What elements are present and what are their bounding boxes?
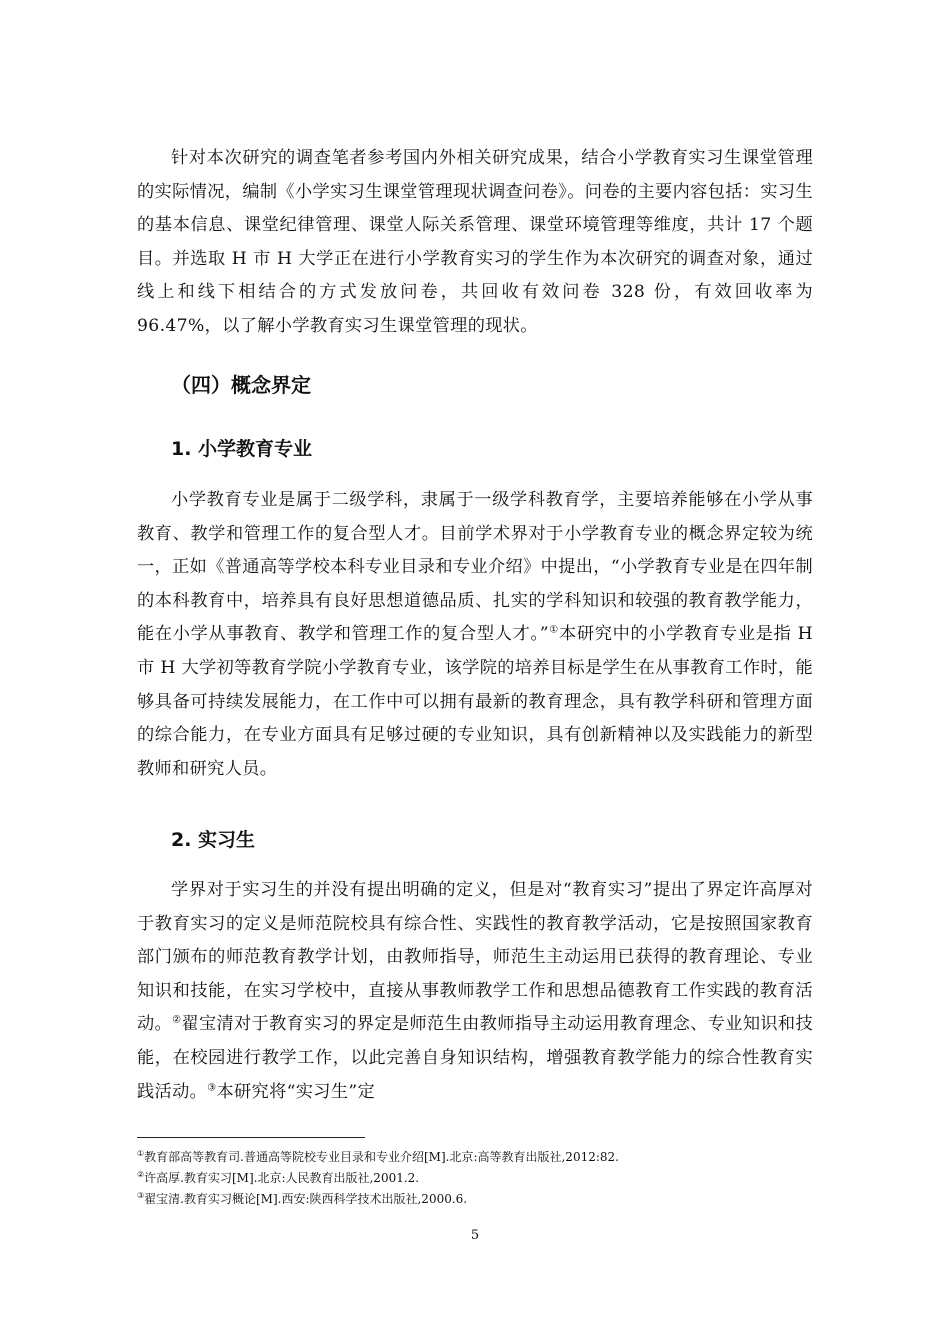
footnote-marker-1: ① [548,624,559,636]
subheading-text: 1. 小学教育专业 [171,438,313,460]
paragraph-text-part: 学界对于实习生的并没有提出明确的定义，但是对“教育实习”提出了界定许高厚对于教育实习的定义是师范院校具有综合性、实践性的教育教学活动，它是按照国家教育部门颁布的师范教育教学计划，由教师指导，师范生主动运用已获得的教育理论、专业知识和技能，在实习学校中，直接从事教师教学工作和思想品德教育工作实践的教育活动。 [137,880,813,1035]
paragraph-intern-definition [137,874,813,1109]
section-heading-concept-definition [137,370,813,400]
footnote-marker-2: ② [172,1014,182,1026]
footnote-text: 许高厚.教育实习[M].北京:人民教育出版社,2001.2. [144,1171,420,1185]
footnote-mark: ② [137,1170,145,1179]
footnote-marker-3: ③ [207,1081,217,1093]
footnote-mark: ③ [137,1191,145,1200]
section-heading-text: （四）概念界定 [171,373,311,397]
footnote-mark: ① [137,1149,145,1158]
paragraph-text-part: 本研究中的小学教育专业是指 H 市 H 大学初等教育学院小学教育专业，该学院的培养目标是学生在从事教育工作时，能够具备可持续发展能力，在工作中可以拥有最新的教育理念，具有教学科研和管理方面的综合能力，在专业方面具有足够过硬的专业知识，具有创新精神以及实践能力的新型教师和研究人员。 [137,624,813,779]
paragraph-text-part: 本研究将“实习生”定 [216,1081,376,1102]
paragraph-text-part: 翟宝清对于教育实习的界定是师范生由教师指导主动运用教育理念、专业知识和技能，在校园进行教学工作，以此完善自身知识结构，增强教育教学能力的综合性教育实践活动。 [137,1014,813,1102]
footnote-2 [137,1168,813,1189]
footnote-separator [137,1137,365,1138]
footnote-3 [137,1189,813,1210]
page-number: 5 [470,1228,480,1243]
footnote-text: 翟宝清.教育实习概论[M].西安:陕西科学技术出版社,2000.6. [144,1192,468,1206]
subheading-intern [137,825,813,855]
paragraph-survey-method [137,142,813,344]
footnotes [137,1147,813,1210]
paragraph-primary-education-major [137,484,813,786]
subheading-text: 2. 实习生 [171,829,256,851]
subheading-primary-education-major [137,434,813,464]
footnote-text: 教育部高等教育司.普通高等院校专业目录和专业介绍[M].北京:高等教育出版社,2012:82. [144,1150,619,1164]
footnote-1 [137,1147,813,1168]
paragraph-text-part: 小学教育专业是属于二级学科，隶属于一级学科教育学，主要培养能够在小学从事教育、教学和管理工作的复合型人才。目前学术界对于小学教育专业的概念界定较为统一，正如《普通高等学校本科专业目录和专业介绍》中提出，“小学教育专业是在四年制的本科教育中，培养具有良好思想道德品质、扎实的学科知识和较强的教育教学能力，能在小学从事教育、教学和管理工作的复合型人才。” [137,490,813,645]
paragraph-text: 针对本次研究的调查笔者参考国内外相关研究成果，结合小学教育实习生课堂管理的实际情况，编制《小学实习生课堂管理现状调查问卷》。问卷的主要内容包括：实习生的基本信息、课堂纪律管理、课堂人际关系管理、课堂环境管理等维度，共计 17 个题目。并选取 H 市 H 大学正在进行小学教育实习的学生作为本次研究的调查对象，通过线上和线下相结合的方式发放问卷，共回收有效问卷 328 份，有效回收率为 96.47%，以了解小学教育实习生课堂管理的现状。 [137,148,813,336]
